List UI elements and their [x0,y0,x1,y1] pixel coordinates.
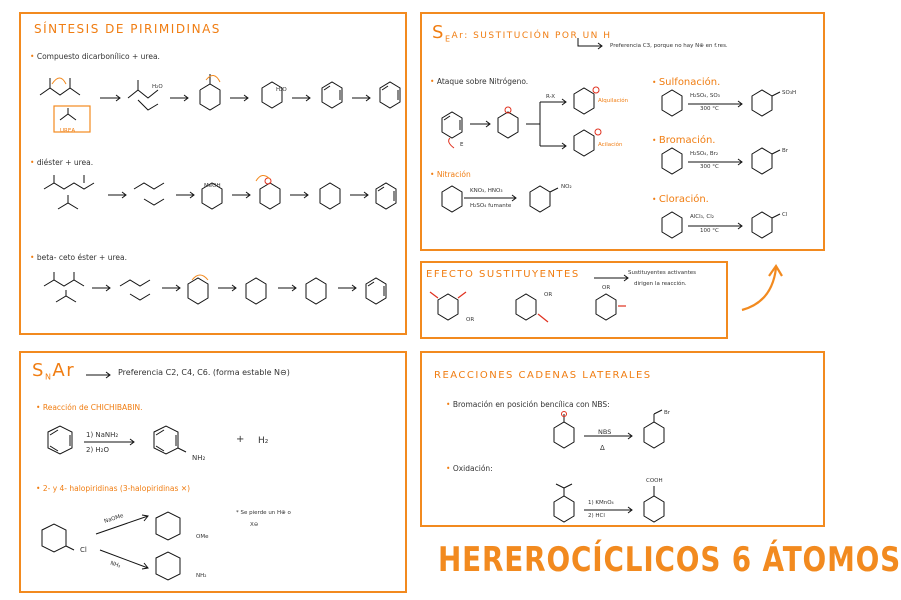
sear-brom-temp: 300 °C [700,164,719,170]
snar-cl: Cl [80,546,87,554]
sear-sulfonacion: • Sulfonación. [652,77,721,88]
cadenas-brom-scheme [552,418,692,468]
cadenas-oxidacion-label: Oxidación: [452,464,493,473]
snar-step1 [86,431,118,439]
cadenas-bromacion-label: Bromación en posición bencílica con NBS: [452,400,610,409]
sear-note-arrow [576,38,606,50]
sintesis-bullet-3-label: beta- ceto éster + urea. [36,253,127,262]
sear-cloracion-label: Cloración. [658,194,709,205]
sear-nitracion-label: Nitración [436,170,471,179]
sear-ataque-label: Ataque sobre Nitrógeno. [436,77,529,86]
efecto-molecules [436,292,636,337]
sear-note: Preferencia C3, porque no hay N⊕ en f.res. [610,43,728,49]
snar-halo: • 2- y 4- halopiridinas (3-halopiridinas ✕) [36,484,191,493]
snar-title [32,360,75,381]
sear-title-s: S [432,22,445,43]
sear-alquilacion: Alquilación [598,98,629,104]
sintesis-title: SÍNTESIS DE PIRIMIDINAS [34,22,221,36]
snar-preferencia: Preferencia C2, C4, C6. (forma estable N⊖) [118,368,290,377]
sintesis-bullet-2-label: diéster + urea. [36,158,94,167]
snar-nu1: NaOMe [103,513,125,525]
sear-rx: R-X [546,94,556,100]
sear-ataque: • Ataque sobre Nitrógeno. [430,77,529,86]
sear-sulf-temp: 300 °C [700,106,719,112]
snar-nh2-2: NH₂ [196,573,207,579]
efecto-note-2: dirigen la reacción. [634,281,687,287]
page-title: HEREROCÍCLICOS 6 ÁTOMOS [438,540,901,580]
sear-br: Br [782,148,789,154]
sear-cloracion: • Cloración. [652,194,709,205]
snar-chichibabin: • Reacción de CHICHIBABIN. [36,403,143,412]
snar-note1: * Se pierde un H⊕ o [236,510,291,516]
cadenas-cooh: COOH [646,478,663,484]
h2o-label-1: H₂O [152,84,163,90]
sear-title-sub: E [444,34,452,44]
sintesis-row2-scheme [30,175,418,245]
snar-nh2-1: NH₂ [192,454,206,462]
snar-halo-label: 2- y 4- halopiridinas (3-halopiridinas ✕) [42,484,191,493]
snar-h2: H₂ [258,436,269,446]
snar-step2 [86,446,109,454]
cadenas-ox2: 2) HCl [588,513,605,519]
sear-sulf-reag1: H₂SO₄, SO₃ [690,93,720,99]
sintesis-bullet-1-label: Compuesto dicarbonílico + urea. [36,52,160,61]
sear-nit-reag1: KNO₃, HNO₃ [470,188,503,194]
sear-sulf-scheme [660,92,800,122]
cadenas-br: Br [664,410,671,416]
snar-plus: + [236,434,245,445]
sear-nit-reag2: H₂SO₄ fumante [470,203,512,209]
efecto-or-3: OR [602,285,611,291]
snar-note2: X⊖ [250,522,259,528]
cadenas-ox-scheme [552,492,692,542]
sear-clor-reag1: AlCl₃, Cl₂ [690,214,714,220]
cadenas-ox1: 1) KMnO₄ [588,500,614,506]
snar-ome: OMe [196,534,209,540]
snar-title-sub: N [44,372,53,382]
sintesis-row1-scheme [30,70,418,150]
sear-so3h: SO₃H [782,90,797,96]
snar-pref-arrow [86,370,116,380]
efecto-title: EFECTO SUSTITUYENTES [426,269,580,280]
sintesis-bullet-3: • beta- ceto éster + urea. [30,253,127,262]
cadenas-delta: Δ [600,444,605,452]
snar-step1-label: 1) NaNH₂ [86,431,119,439]
efecto-or-2: OR [544,292,553,298]
snar-chichibabin-label: Reacción de CHICHIBABIN. [42,403,143,412]
sintesis-bullet-1: • Compuesto dicarbonílico + urea. [30,52,160,61]
sear-e-label: E [460,142,464,148]
cadenas-bromacion: • Bromación en posición bencílica con NBS: [446,400,610,409]
sear-title-rest: Ar: SUSTITUCIÓN POR UN H [451,31,612,41]
sintesis-row3-scheme [30,272,418,342]
sear-brom-scheme [660,150,800,180]
sear-clor-scheme [660,214,800,244]
urea-label: UREA [60,128,76,134]
sear-bromacion: • Bromación. [652,135,716,146]
snar-title-rest: Ar [52,360,76,381]
efecto-note-1: Sustituyentes activantes [628,270,697,276]
sear-brom-reag1: H₂SO₄, Br₂ [690,151,719,157]
sear-acilacion: Acilación [598,142,623,148]
sear-bromacion-label: Bromación. [658,135,716,146]
curved-arrow [740,262,790,322]
cadenas-title: REACCIONES CADENAS LATERALES [434,370,652,381]
h2o-label-2: H₂O [276,87,287,93]
sintesis-bullet-2: • diéster + urea. [30,158,94,167]
snar-title-s: S [32,360,45,381]
sear-nitracion: • Nitración [430,170,471,179]
sear-clor-temp: 100 °C [700,228,719,234]
cadenas-nbs: NBS [598,428,612,436]
snar-nu2: NH₃ [109,560,122,570]
snar-halo-scheme [40,510,240,590]
snar-step2-label: 2) H₂O [86,446,109,454]
sear-no2: NO₂ [561,184,572,190]
efecto-or-1: OR [466,317,475,323]
sear-cl: Cl [782,212,788,218]
snar-chichibabin-scheme [44,426,224,476]
etoh-label: MeOH [204,183,221,189]
sear-sulfonacion-label: Sulfonación. [658,77,721,88]
cadenas-oxidacion: • Oxidación: [446,464,493,473]
